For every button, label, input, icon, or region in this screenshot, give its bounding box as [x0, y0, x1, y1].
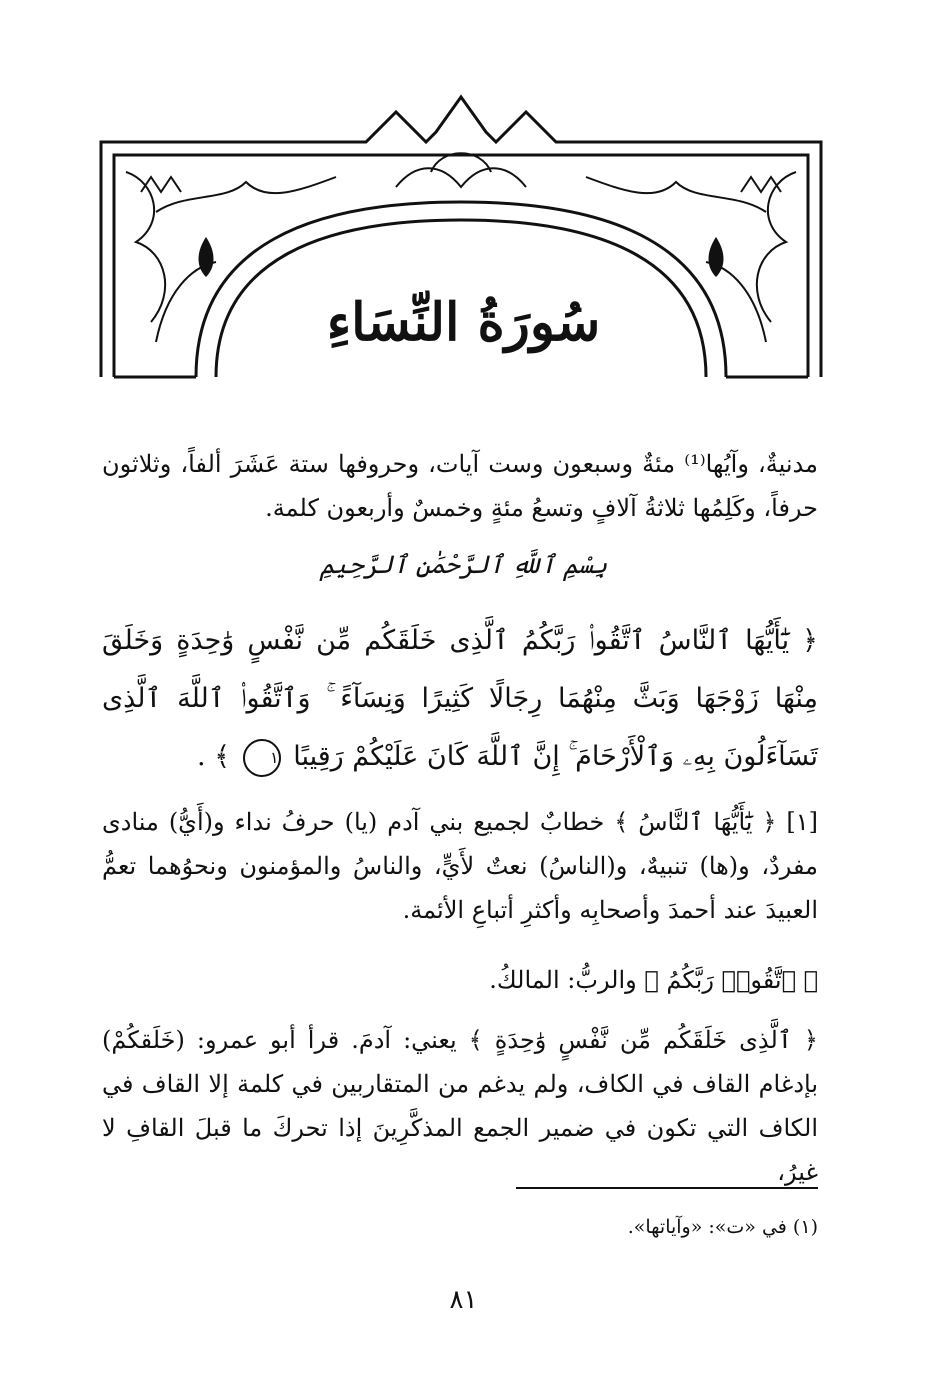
commentary-paragraph: ﴿ ٱتَّقُوا۟ رَبَّكُمُ ﴾ والربُّ: المالكُ. — [489, 966, 818, 994]
surah-introduction: مدنيةٌ، وآيُها⁽¹⁾ مئةٌ وسبعون وست آيات، وحروفها ستة عَشَرَ ألفاً، وثلاثون حرفاً، وكَلِمُها ثلاثةُ آلافٍ وتسعُ مئةٍ وخمسٌ وأربعون كلمة. — [102, 450, 818, 522]
page-number: ٨١ — [449, 1285, 478, 1315]
basmala: بِسْمِ ٱللَّهِ ٱلرَّحْمَٰنِ ٱلرَّحِيمِ — [319, 550, 608, 579]
verse-closing: ﴾ . — [197, 741, 231, 772]
ayah-number-marker: ١ — [243, 739, 281, 777]
verse-text: ﴿ يَٰٓأَيُّهَا ٱلنَّاسُ ٱتَّقُوا۟ رَبَّكُمُ ٱلَّذِى خَلَقَكُم مِّن نَّفْسٍ وَٰحِدَةٍ وَخَلَقَ مِنْهَا زَوْجَهَا وَبَثَّ مِنْهُمَا رِجَالًا كَثِيرًا وَنِسَآءً ۚ وَٱتَّقُوا۟ ٱللَّهَ ٱلَّذِى تَسَآءَلُونَ بِهِۦ وَٱلْأَرْحَامَ ۚ إِنَّ ٱللَّهَ كَانَ عَلَيْكُمْ رَقِيبًا — [102, 625, 818, 772]
surah-title: سُورَةُ النِّسَاءِ — [326, 292, 601, 353]
quran-verse — [102, 612, 818, 786]
footnote: (١) في «ت»: «وآياتها». — [627, 1216, 818, 1238]
commentary-paragraph: ﴿ ٱلَّذِى خَلَقَكُم مِّن نَّفْسٍ وَٰحِدَةٍ ﴾ يعني: آدمَ. قرأ أبو عمرو: (خَلَقكُمْ) بإدغام القاف في الكاف، ولم يدغم من المتقاربين في كلمة إلا القاف في الكاف التي تكون في ضمير الجمع المذكَّرِينَ إذا تحركَ ما قبلَ القافِ لا غيرُ، — [102, 1026, 818, 1186]
footnote-divider — [516, 1187, 818, 1189]
commentary-paragraph: [١] ﴿ يَٰٓأَيُّهَا ٱلنَّاسُ ﴾ خطابٌ لجميع بني آدم (يا) حرفُ نداء و(أَيُّ) منادى مفردٌ، و(ها) تنبيهٌ، و(الناسُ) نعتٌ لأَيٍّ، والناسُ والمؤمنون ونحوُهما تعمُّ العبيدَ عند أحمدَ وأصحابِه وأكثرِ أتباعِ الأئمة. — [102, 808, 818, 924]
